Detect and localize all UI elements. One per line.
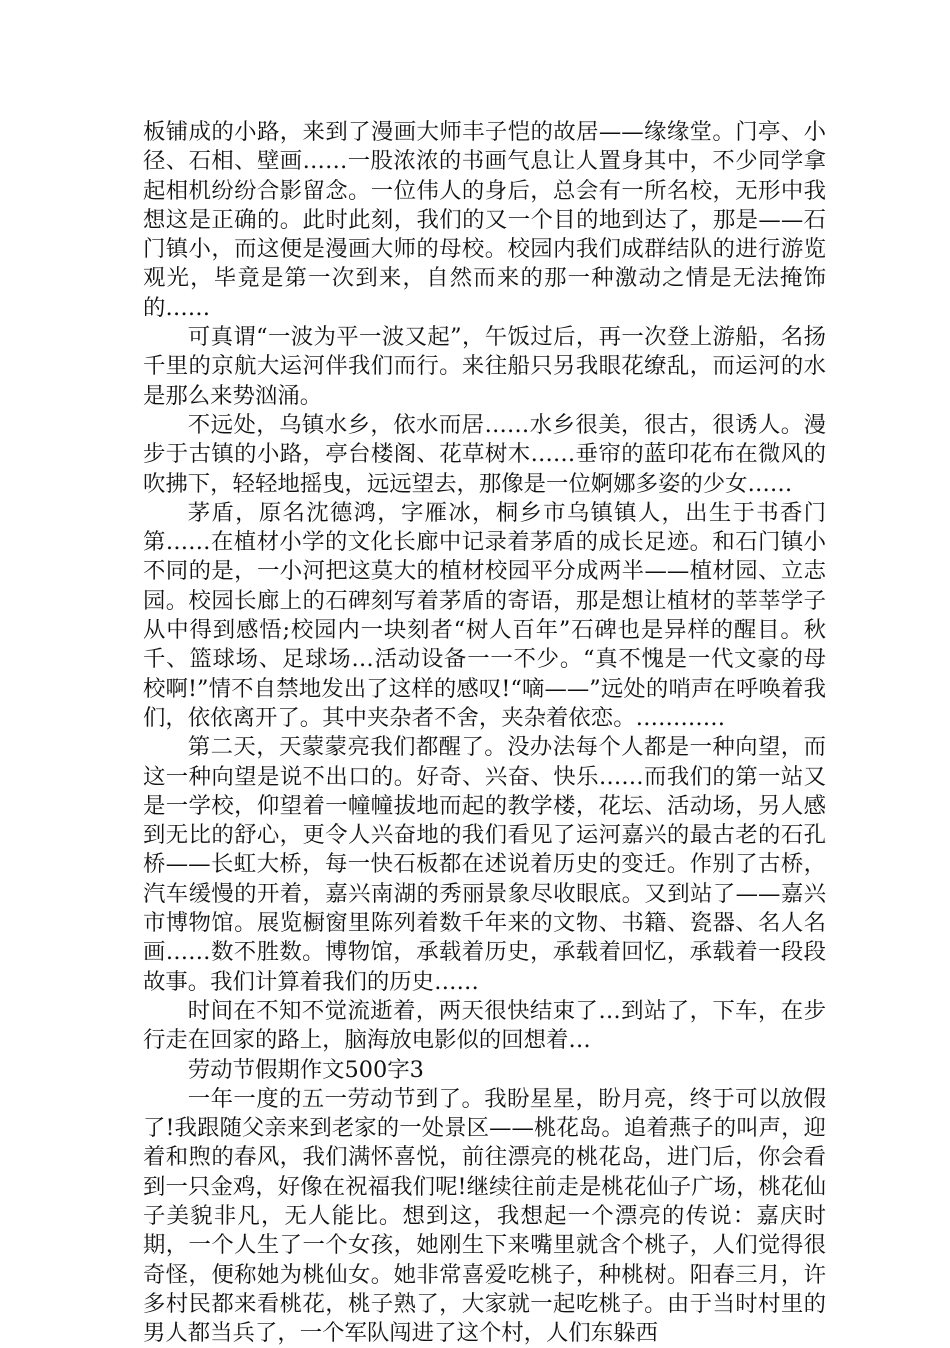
paragraph-1: 板铺成的小路，来到了漫画大师丰子恺的故居——缘缘堂。门亭、小径、石相、壁画……一股浓浓的书画气息让人置身其中，不少同学拿起相机纷纷合影留念。一位伟人的身后，总会有一所名校，无形中我想这是正确的。此时此刻，我们的又一个目的地到达了，那是——石门镇小，而这便是漫画大师的母校。校园内我们成群结队的进行游览观光，毕竟是第一次到来，自然而来的那一种激动之情是无法掩饰的…… xyxy=(143,119,826,321)
paragraph-3: 不远处，乌镇水乡，依水而居……水乡很美，很古，很诱人。漫步于古镇的小路，亭台楼阁、花草树木……垂帘的蓝印花布在微风的吹拂下，轻轻地摇曳，远远望去，那像是一位婀娜多姿的少女…… xyxy=(143,411,826,497)
paragraph-5: 第二天，天蒙蒙亮我们都醒了。没办法每个人都是一种向望，而这一种向望是说不出口的。好奇、兴奋、快乐……而我们的第一站又是一学校，仰望着一幢幢拔地而起的教学楼，花坛、活动场，另人感到无比的舒心，更令人兴奋地的我们看见了运河嘉兴的最古老的石孔桥——长虹大桥，每一快石板都在述说着历史的变迁。作别了古桥，汽车缓慢的开着，嘉兴南湖的秀丽景象尽收眼底。又到站了——嘉兴市博物馆。展览橱窗里陈列着数千年来的文物、书籍、瓷器、名人名画……数不胜数。博物馆，承载着历史，承载着回忆，承载着一段段故事。我们计算着我们的历史…… xyxy=(143,734,826,995)
section-heading: 劳动节假期作文500字3 xyxy=(187,1056,424,1083)
paragraph-6: 时间在不知不觉流逝着，两天很快结束了…到站了，下车，在步行走在回家的路上，脑海放电影似的回想着… xyxy=(143,997,826,1054)
paragraph-4: 茅盾，原名沈德鸿，字雁冰，桐乡市乌镇镇人，出生于书香门第……在植材小学的文化长廊中记录着茅盾的成长足迹。和石门镇小不同的是，一小河把这莫大的植材校园平分成两半——植材园、立志园。校园长廊上的石碑刻写着茅盾的寄语，那是想让植材的莘莘学子从中得到感悟;校园内一块刻者“树人百年”石碑也是异样的醒目。秋千、篮球场、足球场…活动设备一一不少。“真不愧是一代文豪的母校啊!”情不自禁地发出了这样的感叹!“嘀——”远处的哨声在呼唤着我们，依依离开了。其中夹杂者不舍，夹杂着依恋。………… xyxy=(143,499,826,731)
paragraph-2: 可真谓“一波为平一波又起”，午饭过后，再一次登上游船，名扬千里的京航大运河伴我们而行。来往船只另我眼花缭乱，而运河的水是那么来势汹涌。 xyxy=(143,324,826,409)
document-page xyxy=(143,118,826,1348)
paragraph-7: 一年一度的五一劳动节到了。我盼星星，盼月亮，终于可以放假了!我跟随父亲来到老家的一处景区——桃花岛。追着燕子的叫声，迎着和煦的春风，我们满怀喜悦，前往漂亮的桃花岛，进门后，你会看到一只金鸡，好像在祝福我们呢!继续往前走是桃花仙子广场，桃花仙子美貌非凡，无人能比。想到这，我想起一个漂亮的传说：嘉庆时期，一个人生了一个女孩，她刚生下来嘴里就含个桃子，人们觉得很奇怪，便称她为桃仙女。她非常喜爱吃桃子，种桃树。阳春三月，许多村民都来看桃花，桃子熟了，大家就一起吃桃子。由于当时村里的男人都当兵了，一个军队闯进了这个村，人们东躲西 xyxy=(143,1085,826,1347)
